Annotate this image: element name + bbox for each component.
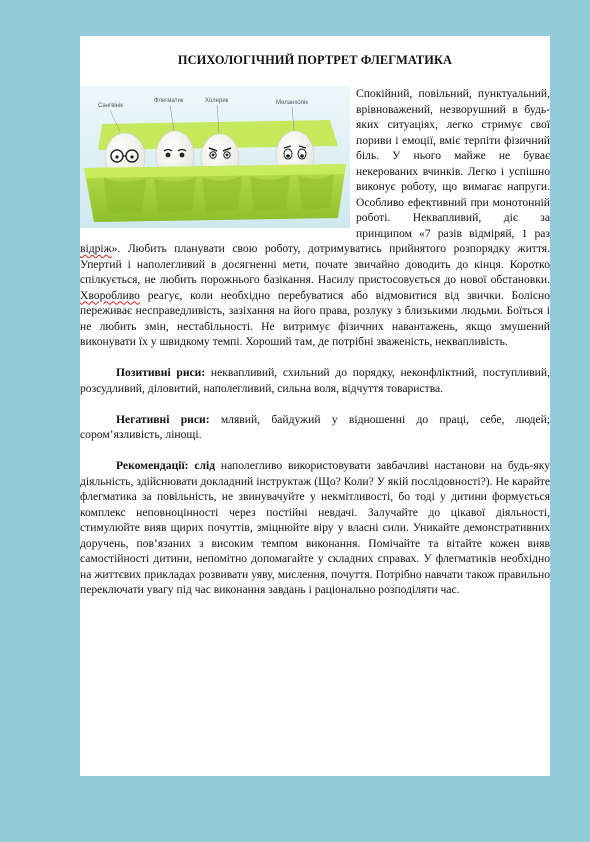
label-phlegmatic: Флегматик: [154, 98, 184, 104]
recommendations-text: наполегливо використовувати завбачливі настанови на будь-яку діяльність, здійснювати докладний інструктаж (Що? Коли? У якій послідовності?). Не карайте флегматика за повільність, не звинувачуйте у некмітливості, бо тоді у дитини формується комплекс неповноцінності через постійні невдачі. Залучайте до цікавої діяльності, стимулюйте вияв щирих почуттів, зміцнюйте віру у власні сили. Уникайте демонстративних доручень, пов’язаних з високим темпом виконання. Помічайте та вітайте кожен вияв самостійності дитини, непомітно допомагайте у складних справах. У флегматиків необхідно на життєвих прикладах розвивати уяву, мислення, почуття. Потрібно навчати також правильно переключати увагу під час виконання завдань і раціонально розподіляти час.: [80, 459, 550, 596]
label-choleric: Холерик: [205, 98, 229, 104]
document-body: [80, 86, 550, 598]
negative-traits-text: млявий, байдужий у відношенні до праці, себе, людей; сором’язливість, лінощі.: [80, 412, 550, 441]
recommendations-paragraph: [80, 458, 550, 598]
spellcheck-word: відріж: [80, 242, 112, 255]
positive-traits-label: Позитивні риси:: [116, 366, 206, 379]
negative-traits-paragraph: [80, 412, 550, 443]
document-page: [80, 36, 550, 776]
intro-paragraph: Спокійний, повільний, пунктуальний, врівноважений, незворушний в будь-яких ситуаціях, легко стримує свої пориви і емоції, вміє терпіти фізичний біль. У нього майже не буває некерованих вчинків. Легко і успішно виконує роботу, що вимагає напруги. Особливо ефективний при монотонній роботі. Неквапливий, діє за принципом «7 разів відміряй, 1 раз відріж». Любить планувати свою роботу, дотримуватись прийнятого розпорядку життя. Упертий і наполегливий в досягненні мети, почате звичайно доводить до кінця. Коротко спілкується, не любить порожнього базікання. Насилу пристосовується до нової обстановки. Хворобливо реагує, коли необхідно перебуватися або відмовитися від звички. Болісно переживає несправедливість, зазіхання на його права, розлуку з близькими людьми. Боїться і не любить змін, нестабільності. Не витримує фізичних навантажень, якщо змушений виконувати їх у швидкому темпі. Хороший там, де потрібні зваженість, неквапливість.: [80, 87, 550, 348]
positive-traits-paragraph: [80, 365, 550, 396]
spellcheck-word: Хворобливо: [80, 288, 140, 302]
label-sanguine: Сангвінік: [98, 103, 124, 109]
negative-traits-label: Негативні риси:: [116, 412, 210, 426]
recommendations-label: Рекомендації: слід: [116, 459, 216, 472]
page-title: ПСИХОЛОГІЧНИЙ ПОРТРЕТ ФЛЕГМАТИКА: [177, 53, 453, 67]
eggs-tray-image: [80, 86, 350, 228]
positive-traits-text: неквапливий, схильний до порядку, неконфліктний, поступливий, розсудливий, діловитий, наполегливий, сильна воля, відчуття товариства.: [80, 366, 550, 395]
label-melancholic: Меланхолік: [276, 100, 308, 106]
